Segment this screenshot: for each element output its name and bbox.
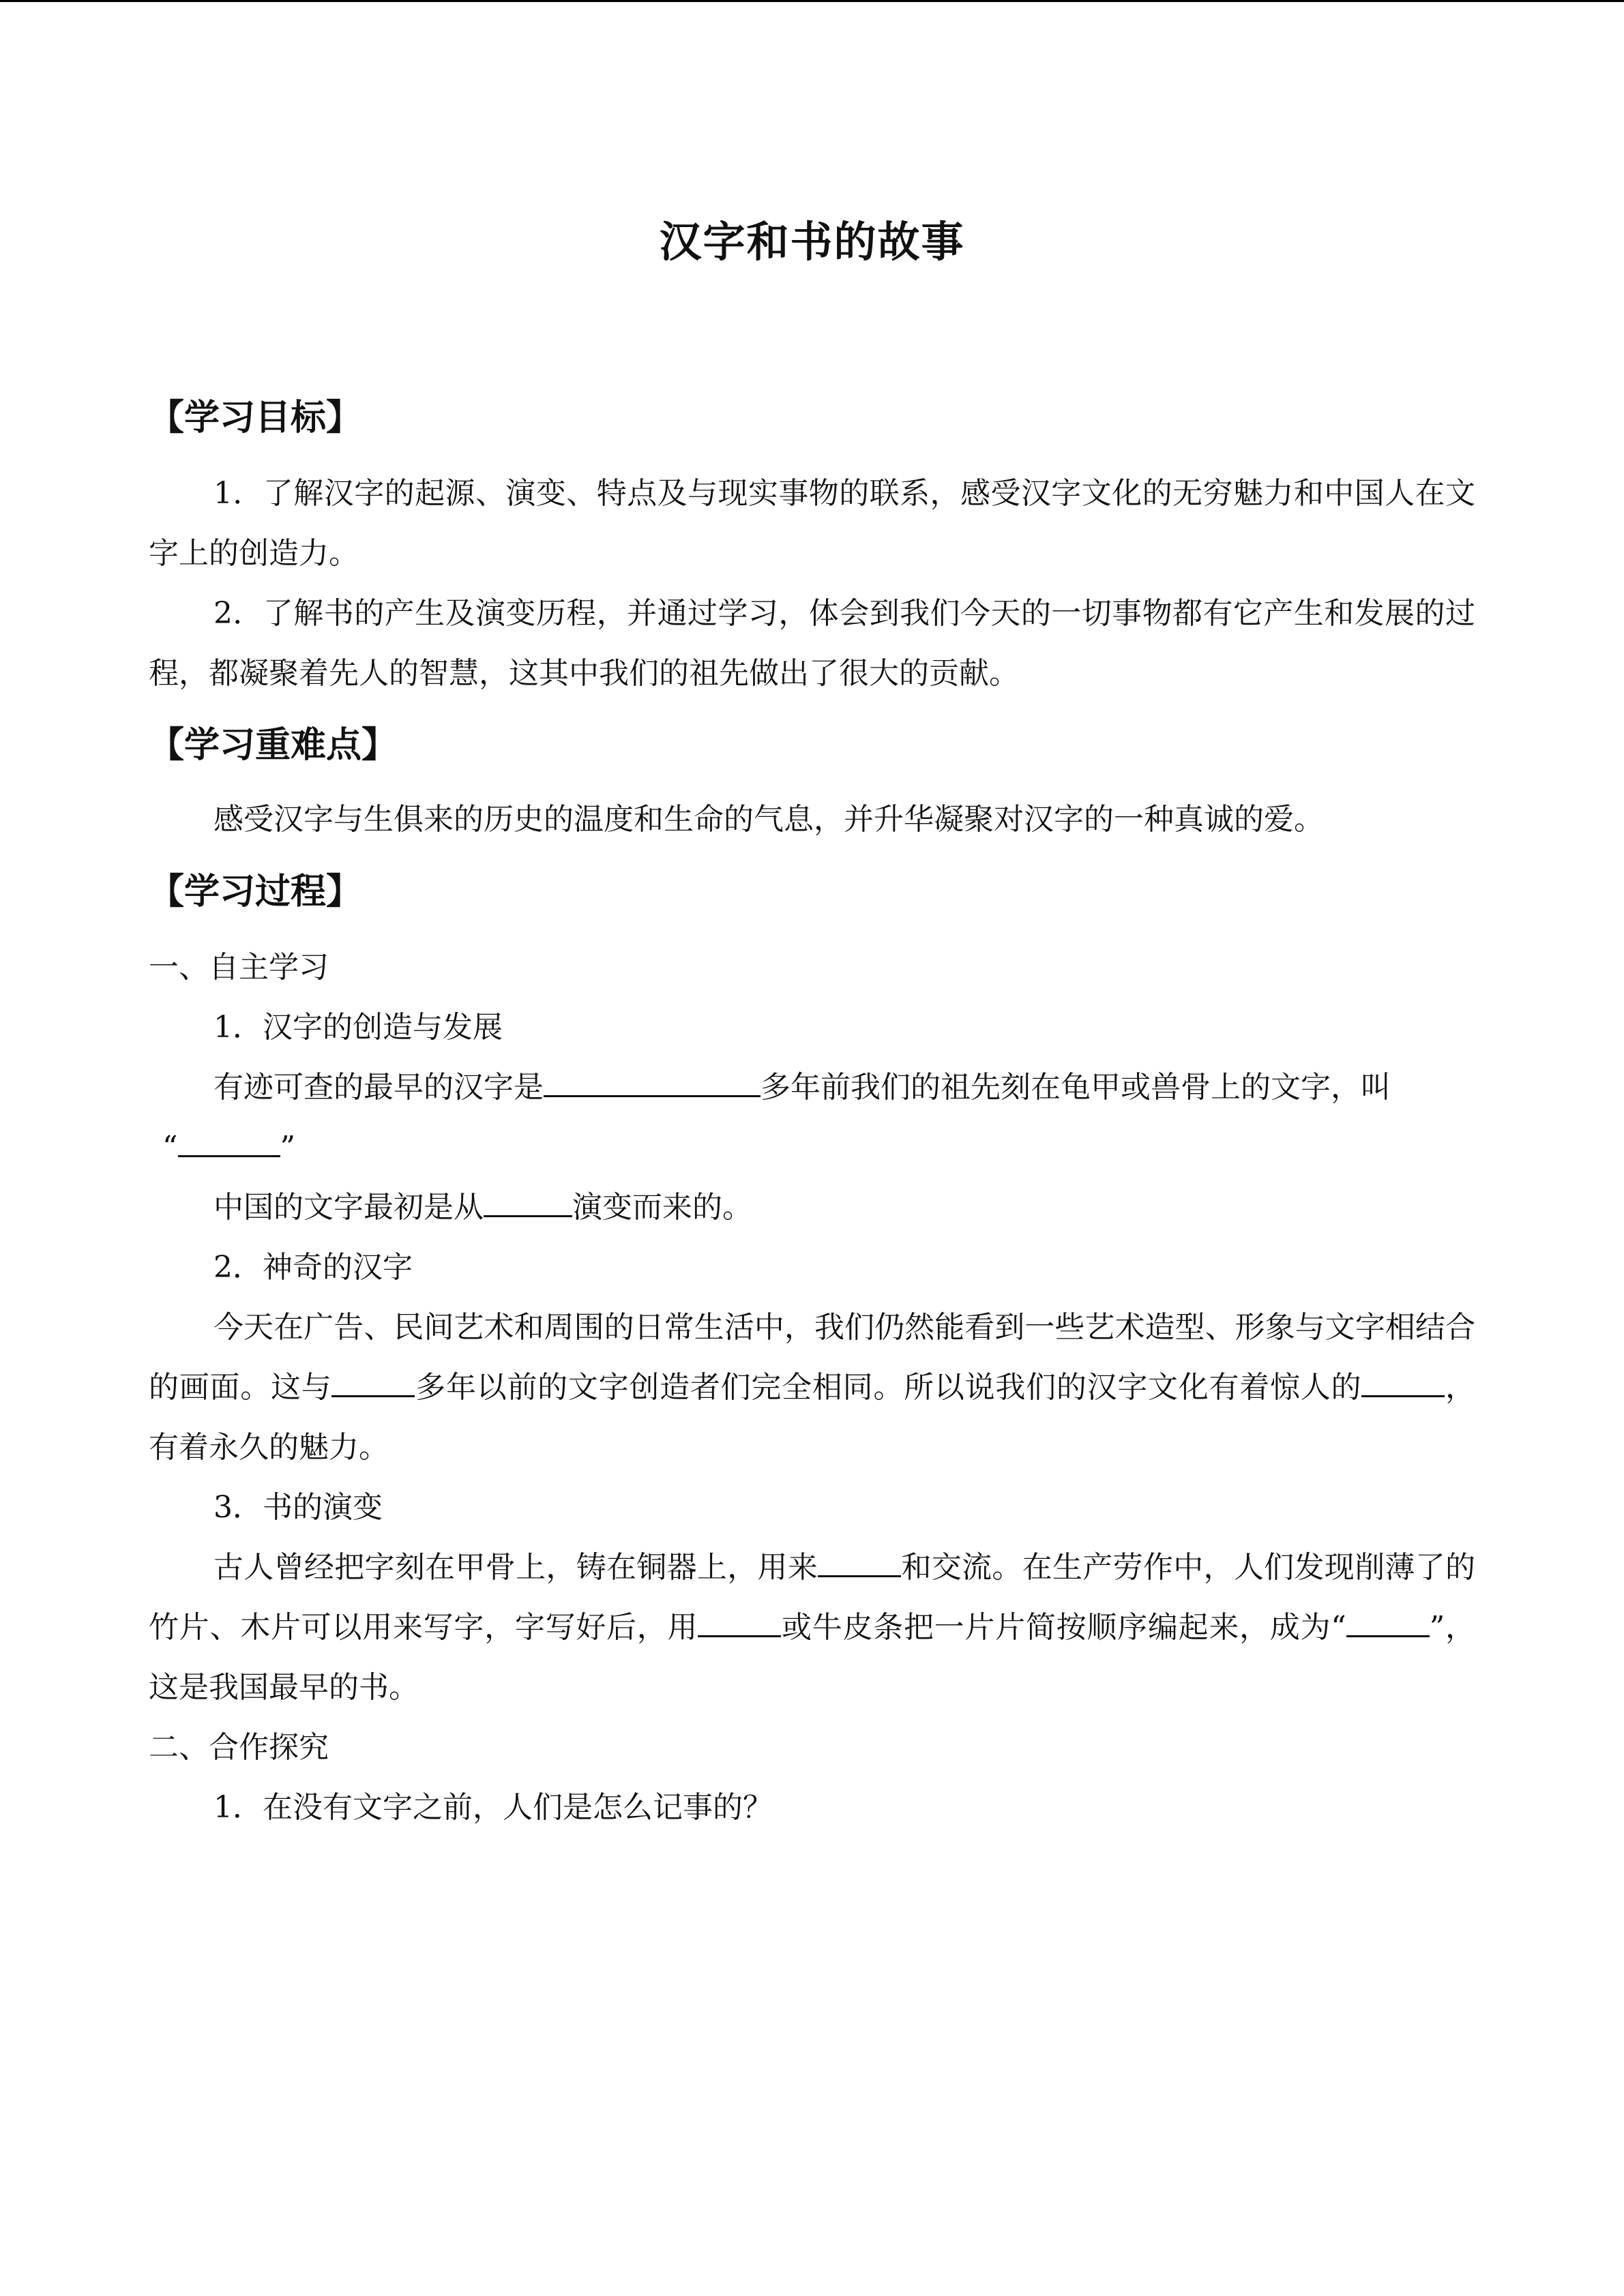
fill-blank <box>178 1125 280 1157</box>
fill-blank <box>1361 1365 1445 1397</box>
fill-blank <box>818 1545 901 1577</box>
fill-blank <box>1346 1605 1430 1637</box>
item1-q1-close-quote: ” <box>280 1130 295 1165</box>
item2-title: 2．神奇的汉字 <box>213 1250 413 1285</box>
section-heading-key-points: 【学习重难点】 <box>149 725 398 766</box>
key-points-paragraph: 感受汉字与生俱来的历史的温度和生命的气息，并升华凝聚对汉字的一种真诚的爱。 <box>213 802 1324 837</box>
item1-q1-text-a: 有迹可查的最早的汉字是 <box>213 1070 544 1105</box>
item2-text-c: ，有着永久的魅力。 <box>149 1370 1476 1465</box>
document-title: 汉字和书的故事 <box>659 217 965 267</box>
item3-text-c: 或牛皮条把一片片简按顺序编起来，成为“ <box>781 1610 1346 1645</box>
fill-blank <box>331 1365 415 1397</box>
goal-paragraph-1: 1．了解汉字的起源、演变、特点及与现实事物的联系，感受汉字文化的无穷魅力和中国人在文字上的创造力。 <box>149 476 1475 571</box>
item2-text-b: 多年以前的文字创造者们完全相同。所以说我们的汉字文化有着惊人的 <box>415 1370 1362 1405</box>
item1-question1-line1 <box>213 1058 1540 1118</box>
fill-blank <box>698 1605 781 1637</box>
item2-text-a: 今天在广告、民间艺术和周围的日常生活中，我们仍然能看到一些艺术造型、形象与文字相结合的画面。这与 <box>149 1310 1475 1405</box>
item1-q2-text-b: 演变而来的。 <box>572 1190 752 1225</box>
section-heading-process: 【学习过程】 <box>149 871 362 912</box>
fill-blank <box>484 1185 572 1217</box>
goal-paragraph-2: 2．了解书的产生及演变历程，并通过学习，体会到我们今天的一切事物都有它产生和发展的过程，都凝聚着先人的智慧，这其中我们的祖先做出了很大的贡献。 <box>149 596 1475 691</box>
item3-text-d: ”，这是我国最早的书。 <box>149 1610 1475 1705</box>
cooperative-question-1: 1．在没有文字之前，人们是怎么记事的？ <box>213 1790 773 1825</box>
item1-question2 <box>213 1178 1540 1238</box>
fill-blank <box>544 1065 761 1097</box>
item3-title: 3．书的演变 <box>213 1490 383 1525</box>
item1-title: 1．汉字的创造与发展 <box>213 1010 503 1045</box>
part-two-heading: 二、合作探究 <box>149 1730 329 1765</box>
item2-paragraph <box>149 1298 1475 1478</box>
item1-q1-text-b: 多年前我们的祖先刻在龟甲或兽骨上的文字，叫 <box>761 1070 1391 1105</box>
item3-paragraph <box>149 1538 1475 1718</box>
item3-text-a: 古人曾经把字刻在甲骨上，铸在铜器上，用来 <box>213 1550 818 1585</box>
item1-q2-text-a: 中国的文字最初是从 <box>213 1190 484 1225</box>
item1-question1-line2 <box>162 1118 1489 1178</box>
item3-text-b: 和交流。在生产劳作中，人们发现削薄了的竹片、木片可以用来写字，字写好后，用 <box>149 1550 1476 1645</box>
part-one-heading: 一、自主学习 <box>149 950 329 985</box>
section-heading-goals: 【学习目标】 <box>149 398 362 438</box>
item1-q1-open-quote: “ <box>162 1130 178 1165</box>
